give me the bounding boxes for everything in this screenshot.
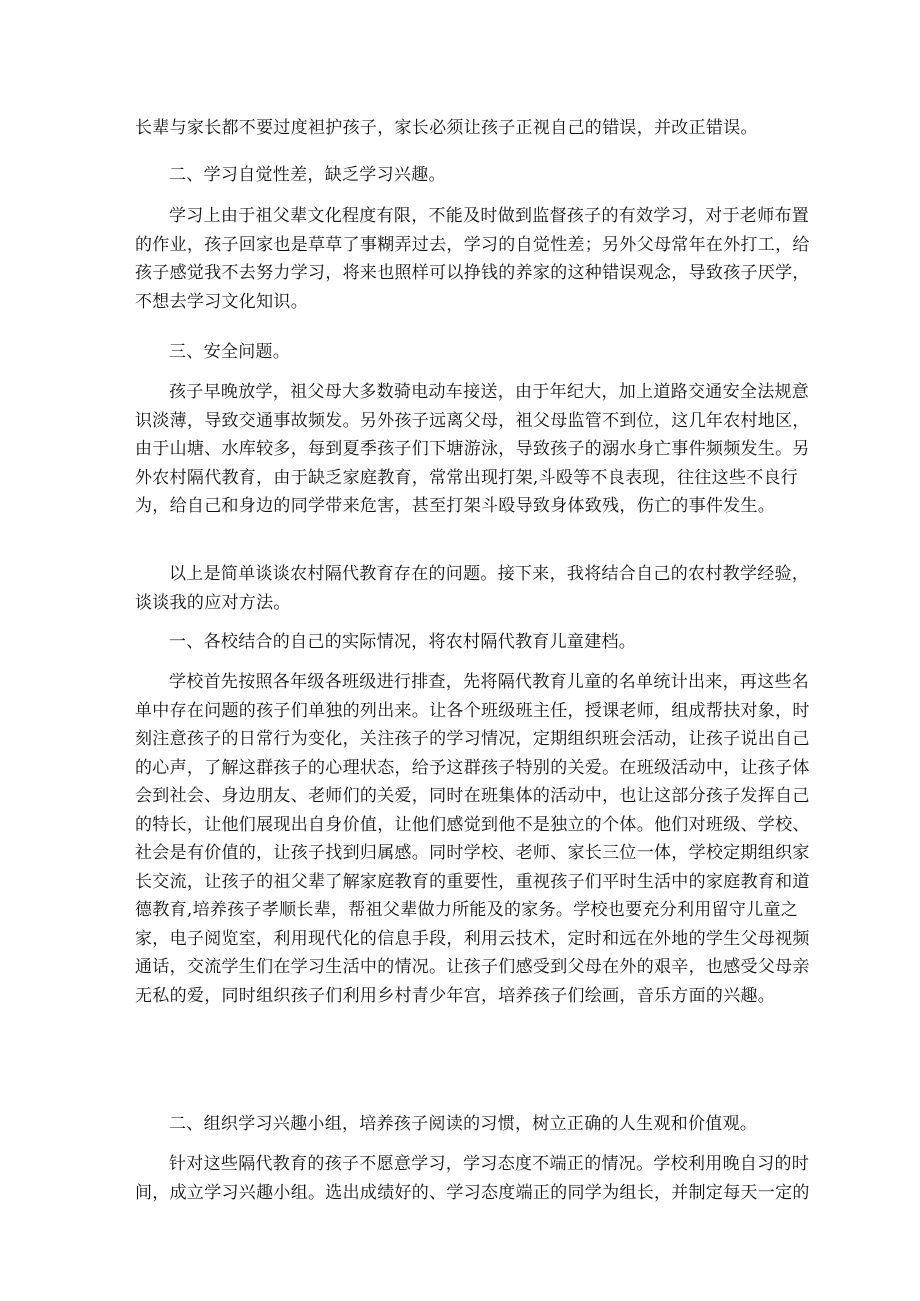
paragraph-transition [135, 560, 810, 617]
text-line: 德教育,培养孩子孝顺长辈，帮祖父辈做力所能及的家务。学校也要充分利用留守儿童之 [135, 900, 799, 920]
paragraph-study-problem [135, 202, 810, 316]
text-line: 学习上由于祖父辈文化程度有限，不能及时做到监督孩子的有效学习，对于老师布置 [169, 206, 810, 226]
heading-text: 一、各校结合的自己的实际情况，将农村隔代教育儿童建档。 [169, 632, 637, 652]
heading-text: 三、安全问题。 [169, 342, 291, 362]
text-line: 谈谈我的应对方法。 [135, 592, 291, 613]
text-line: 会到社会、身边朋友、老师们的关爱，同时在班集体的活动中，也让这部分孩子发挥自己 [135, 786, 810, 806]
text-line: 为，给自己和身边的同学带来危害，甚至打架斗殴导致身体致残，伤亡的事件发生。 [135, 496, 776, 516]
text-line: 长辈与家长都不要过度袒护孩子，家长必须让孩子正视自己的错误，并改正错误。 [135, 118, 758, 138]
section-heading-archive [135, 628, 795, 657]
text-line: 无私的爱，同时组织孩子们利用乡村青少年宫，培养孩子们绘画，音乐方面的兴趣。 [135, 985, 776, 1006]
text-line: 家，电子阅览室，利用现代化的信息手段，利用云技术，定时和远在外地的学生父母视频 [135, 928, 810, 949]
text-line: 以上是简单谈谈农村隔代教育存在的问题。接下来，我将结合自己的农村教学经验， [169, 564, 810, 584]
section-heading-study [135, 161, 795, 190]
text-line: 外农村隔代教育，由于缺乏家庭教育，常常出现打架,斗殴等不良表现，往往这些不良行 [135, 467, 799, 488]
section-heading-groups [135, 1110, 795, 1139]
text-line: 的特长，让他们展现出自身价值，让他们感觉到他不是独立的个体。他们对班级、学校、 [135, 814, 810, 835]
text-line: 的心声，了解这群孩子的心理状态，给予这群孩子特别的关爱。在班级活动中，让孩子体 [135, 757, 810, 778]
text-line: 通话，交流学生们在学习生活中的情况。让孩子们感受到父母在外的艰辛，也感受父母亲 [135, 957, 810, 977]
text-line: 学校首先按照各年级各班级进行排查，先将隔代教育儿童的名单统计出来，再这些名 [169, 672, 810, 692]
paragraph-archive-method [135, 668, 810, 1010]
heading-text: 二、组织学习兴趣小组，培养孩子阅读的习惯，树立正确的人生观和价值观。 [169, 1114, 758, 1134]
paragraph-safety-problem [135, 378, 810, 521]
text-line: 识淡薄，导致交通事故频发。另外孩子远离父母，祖父母监管不到位，这几年农村地区， [135, 410, 810, 431]
text-line: 不想去学习文化知识。 [135, 291, 308, 312]
heading-text: 二、学习自觉性差，缺乏学习兴趣。 [169, 165, 446, 185]
section-heading-safety [135, 338, 795, 367]
text-line: 间，成立学习兴趣小组。选出成绩好的、学习态度端正的同学为组长，并制定每天一定的 [135, 1182, 810, 1203]
text-line: 针对这些隔代教育的孩子不愿意学习，学习态度不端正的情况。学校利用晚自习的时 [169, 1154, 810, 1174]
text-line: 单中存在问题的孩子们单独的列出来。让各个班级班主任，授课老师，组成帮扶对象，时 [135, 700, 810, 721]
paragraph-interest-groups [135, 1150, 810, 1207]
paragraph-elder-protection [135, 114, 795, 143]
text-line: 的作业，孩子回家也是草草了事糊弄过去，学习的自觉性差；另外父母常年在外打工，给 [135, 234, 810, 255]
text-line: 由于山塘、水库较多，每到夏季孩子们下塘游泳，导致孩子的溺水身亡事件频频发生。另 [135, 439, 810, 459]
text-line: 社会是有价值的，让孩子找到归属感。同时学校、老师、家长三位一体，学校定期组织家 [135, 843, 810, 863]
text-line: 孩子早晚放学，祖父母大多数骑电动车接送，由于年纪大，加上道路交通安全法规意 [169, 382, 810, 402]
text-line: 长交流，让孩子的祖父辈了解家庭教育的重要性，重视孩子们平时生活中的家庭教育和道 [135, 871, 810, 892]
text-line: 孩子感觉我不去努力学习，将来也照样可以挣钱的养家的这种错误观念，导致孩子厌学， [135, 263, 810, 283]
text-line: 刻注意孩子的日常行为变化，关注孩子的学习情况，定期组织班会活动，让孩子说出自己 [135, 729, 810, 749]
